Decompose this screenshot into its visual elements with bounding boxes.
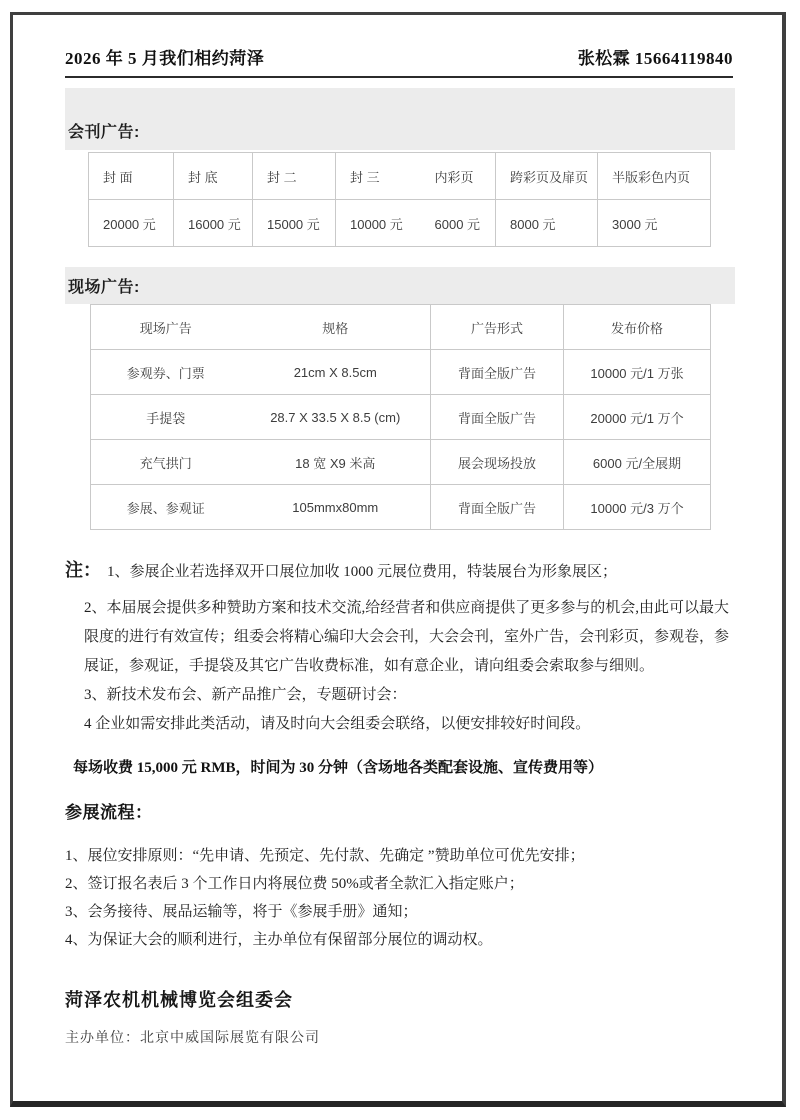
notes-section [65,556,741,739]
table-header-cell: 现场广告 [91,305,241,350]
table-cell: 10000 元/3 万个 [564,485,711,530]
session-fee-line: 每场收费 15,000 元 RMB，时间为 30 分钟（含场地各类配套设施、宣传费用等） [73,760,603,776]
header-title: 2026 年 5 月我们相约菏泽 [65,49,265,68]
note-text: 1、参展企业若选择双开口展位加收 1000 元展位费用，特装展台为形象展区； [107,564,618,580]
table-cell: 15000 元 [253,200,336,247]
table-row [91,350,711,395]
table-cell: 参展、参观证 [91,485,241,530]
table-cell: 21cm X 8.5cm [241,350,431,395]
table-header-cell: 封 面 [89,153,174,200]
table-cell: 展会现场投放 [431,440,564,485]
onsite-ads-section-stripe [65,267,735,304]
table-cell: 18 宽 X9 米高 [241,440,431,485]
table-cell: 手提袋 [91,395,241,440]
table-cell: 20000 元/1 万个 [564,395,711,440]
table-header-cell: 封 二 [253,153,336,200]
header-contact-phone: 张松霖 15664119840 [577,49,733,68]
table-header-cell: 跨彩页及扉页 [496,153,598,200]
journal-ads-section-stripe [65,88,735,150]
exhibition-process-list [65,845,741,957]
table-cell: 3000 元 [598,200,711,247]
process-item: 4、为保证大会的顺利进行，主办单位有保留部分展位的调动权。 [65,932,493,948]
journal-ads-table [88,152,711,247]
table-cell: 背面全版广告 [431,350,564,395]
table-row [91,440,711,485]
note-item: 4 企业如需安排此类活动，请及时向大会组委会联络，以便安排较好时间段。 [84,716,591,732]
process-item: 3、会务接待、展品运输等，将于《参展手册》通知； [65,904,418,920]
process-item: 2、签订报名表后 3 个工作日内将展位费 50%或者全款汇入指定账户； [65,876,524,892]
table-row [89,153,711,200]
table-cell: 8000 元 [496,200,598,247]
table-header-cell: 发布价格 [564,305,711,350]
onsite-ads-table [90,304,711,530]
table-row [89,200,711,247]
table-cell: 背面全版广告 [431,395,564,440]
table-header-cell: 规格 [241,305,431,350]
table-cell: 16000 元 [174,200,253,247]
host-organization-line: 主办单位：北京中威国际展览有限公司 [65,1031,320,1046]
table-header-cell: 半版彩色内页 [598,153,711,200]
table-row [91,395,711,440]
table-row [91,485,711,530]
note-label: 注： [65,560,101,580]
document-header [65,44,733,78]
note-item: 3、新技术发布会、新产品推广会，专题研讨会： [84,687,407,703]
table-cell: 背面全版广告 [431,485,564,530]
table-header-cell: 广告形式 [431,305,564,350]
organizing-committee-title: 菏泽农机机械博览会组委会 [65,990,293,1010]
table-cell: 6000 元 [421,200,496,247]
table-cell: 充气拱门 [91,440,241,485]
note-item: 2、本届展会提供多种赞助方案和技术交流,给经营者和供应商提供了更多参与的机会,由此可以最大限度的进行有效宣传；组委会将精心编印大会会刊，大会会刊，室外广告，会刊彩页，参观卷，参展证，参观证，手提袋及其它广告收费标准，如有意企业，请向组委会索取参与细则。 [84,600,730,674]
note-item [65,556,741,587]
table-row [91,305,711,350]
onsite-ads-heading: 现场广告: [68,279,140,296]
table-cell: 6000 元/全展期 [564,440,711,485]
table-cell: 105mmx80mm [241,485,431,530]
process-item: 1、展位安排原则：“先申请、先预定、先付款、先确定 ”赞助单位可优先安排； [65,848,585,864]
table-header-cell: 封 三 [336,153,421,200]
journal-ads-heading: 会刊广告: [68,124,140,141]
table-header-cell: 内彩页 [421,153,496,200]
table-cell: 28.7 X 33.5 X 8.5 (cm) [241,395,431,440]
table-cell: 10000 元/1 万张 [564,350,711,395]
table-cell: 20000 元 [89,200,174,247]
table-cell: 10000 元 [336,200,421,247]
table-header-cell: 封 底 [174,153,253,200]
exhibition-process-heading: 参展流程： [65,803,153,822]
table-cell: 参观券、门票 [91,350,241,395]
